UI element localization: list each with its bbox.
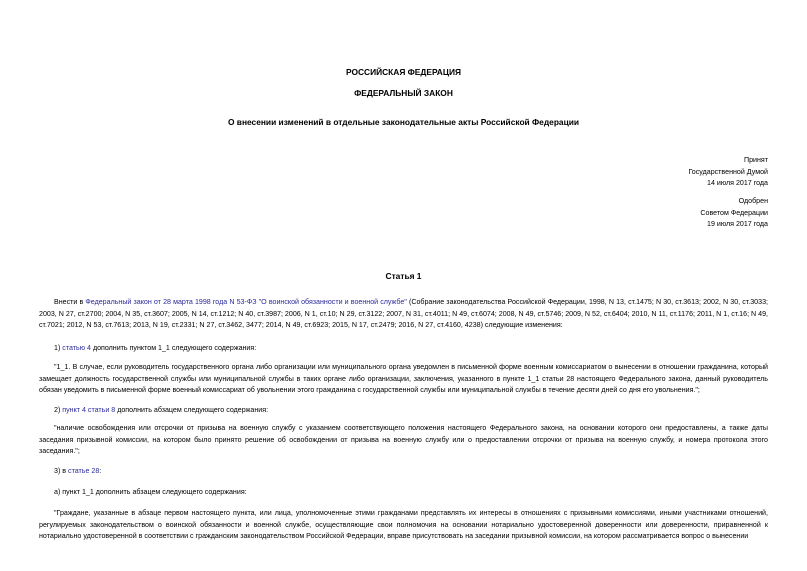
adoption-date: 14 июля 2017 года xyxy=(707,179,768,188)
item-2 xyxy=(39,405,768,417)
quote-1: "1_1. В случае, если руководитель государственного органа либо организации или муниципального органа уведомлен в письменной форме военным комиссариатом о вынесении в отношении гражданина, который замещает должность государственной службы или муниципальной службы в таких органе либо организации, заключения, указанного в пункте 1_1 статьи 28 настоящего Федерального закона, данный руководитель обязан уведомить в письменной форме военный комиссариат об увольнении этого гражданина с государственной службы или муниципальной службы в течение десяти дней со дня его увольнения."; xyxy=(39,363,768,395)
item-1 xyxy=(39,343,768,355)
article28-link[interactable]: статье 28 xyxy=(68,467,100,475)
item3-post: : xyxy=(99,467,102,475)
adoption-line1: Принят xyxy=(743,156,768,164)
article-intro xyxy=(39,297,768,332)
article-title: Статья 1 xyxy=(385,271,422,281)
item2-num: 2) xyxy=(54,406,63,414)
item3-pre: 3) в xyxy=(54,467,69,475)
country-heading: РОССИЙСКАЯ ФЕДЕРАЦИЯ xyxy=(345,67,462,77)
adoption-line2: Государственной Думой xyxy=(688,167,768,176)
intro-pre: Внести в xyxy=(54,298,86,306)
intro-post: (Собрание законодательства Российской Федерации, 1998, N 13, ст.1475; N 30, ст.3613; 2002, N 30, ст.3033; 2003, N 27, ст.2700; 2004, N 35, ст.3607; 2005, N 14, ст.1212; N 40, ст.3987; 2006, N 1, ст.10; N 29, ст.3122; 2007, N 31, ст.4011; N 49, ст.6074; 2008, N 49, ст.5746; 2009, N 52, ст.6404; 2010, N 11, ст.1176; 2011, N 1, ст.16; N 49, ст.7021; 2012, N 53, ст.7613; 2013, N 19, ст.2331; N 27, ст.3462, 3477; 2014, N 49, ст.6923; 2015, N 17, ст.2479; 2016, N 27, ст.4160, 4238) следующие изменения: xyxy=(39,298,768,330)
adoption-block xyxy=(688,155,768,190)
doc-type-heading: ФЕДЕРАЛЬНЫЙ ЗАКОН xyxy=(354,88,453,98)
approval-line2: Советом Федерации xyxy=(700,208,768,217)
item-3 xyxy=(39,466,768,478)
approval-date: 19 июля 2017 года xyxy=(707,220,768,229)
article4-link[interactable]: статью 4 xyxy=(62,344,91,352)
article8-link[interactable]: пункт 4 статьи 8 xyxy=(62,406,116,414)
approval-block xyxy=(700,196,768,231)
quote-2: "наличие освобождения или отсрочки от призыва на военную службу с указанием соответствующего положения настоящего Федерального закона, на основании которого они предоставлены, а также даты заседания призывной комиссии, на котором было принято решение об освобождении от призыва на военную службу или о предоставлении отсрочки от призыва на военную службу, и номера протокола этого заседания."; xyxy=(39,424,768,456)
item1-num: 1) xyxy=(54,344,63,352)
item2-post: дополнить абзацем следующего содержания: xyxy=(115,406,269,414)
quote-3: "Граждане, указанные в абзаце первом настоящего пункта, или лица, уполномоченные этими гражданами представлять их интересы в отношениях с призывными комиссиями, иными участниками отношений, регулируемых законодательством о воинской обязанности и военной службе, осуществляющие свои полномочия на основании нотариально удостоверенной доверенности или доверенности, приравненной к нотариально удостоверенной в соответствии с гражданским законодательством Российской Федерации, вправе присутствовать на заседании призывной комиссии, на котором рассматривается вопрос о вынесении xyxy=(39,509,768,541)
document-title: О внесении изменений в отдельные законодательные акты Российской Федерации xyxy=(227,117,580,127)
item1-post: дополнить пунктом 1_1 следующего содержания: xyxy=(90,344,257,352)
sub-item-a: а) пункт 1_1 дополнить абзацем следующего содержания: xyxy=(54,488,247,496)
approval-line1: Одобрен xyxy=(738,197,768,205)
law-link[interactable]: Федеральный закон от 28 марта 1998 года N 53-ФЗ "О воинской обязанности и военной службе" xyxy=(85,298,407,306)
